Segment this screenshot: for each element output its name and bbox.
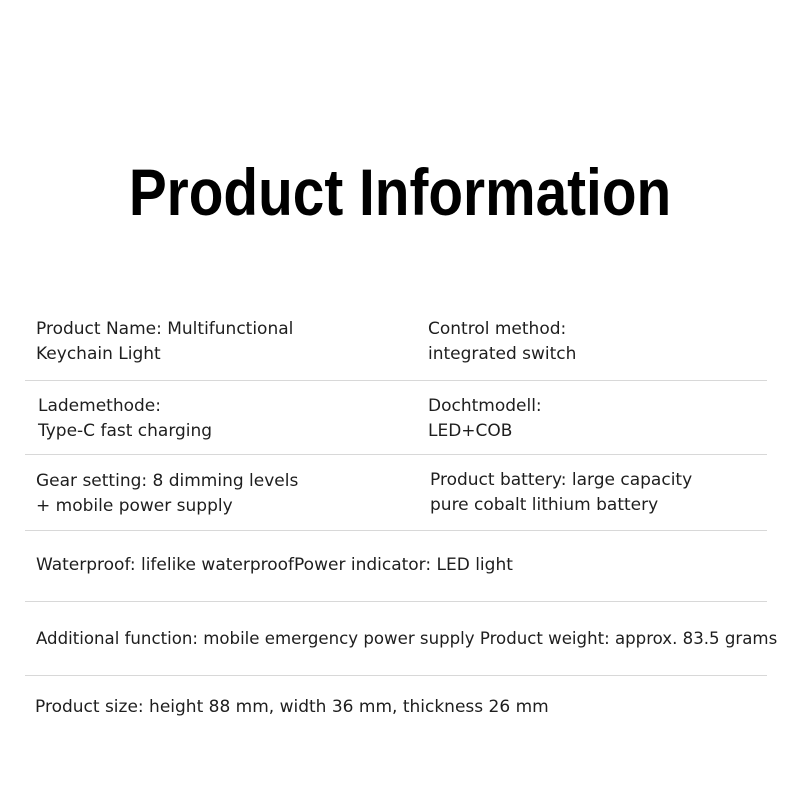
spec-text: Dochtmodell:: [428, 396, 542, 416]
spec-text: Product battery: large capacity: [430, 470, 693, 490]
spec-text: Gear setting: 8 dimming levels: [36, 471, 299, 491]
spec-text: Lademethode:: [38, 396, 161, 416]
spec-cell-waterproof: Waterproof: lifelike waterproofPower indicator: LED light: [36, 555, 513, 575]
spec-text: Keychain Light: [36, 344, 161, 364]
spec-row-gear-battery: [25, 455, 767, 531]
spec-text: + mobile power supply: [36, 496, 233, 516]
spec-row-waterproof: [25, 531, 767, 602]
spec-cell-gear-setting: [36, 469, 298, 519]
spec-row-product-name: [25, 300, 767, 381]
spec-cell-product-name: [36, 317, 293, 367]
spec-cell-wick-model: [428, 394, 542, 444]
spec-row-additional-function: [25, 602, 778, 676]
spec-text: Type-C fast charging: [38, 421, 213, 441]
spec-table: [25, 300, 778, 736]
spec-text: LED+COB: [428, 421, 513, 441]
spec-cell-additional-function: Additional function: mobile emergency power supply Product weight: approx. 83.5 grams: [36, 629, 778, 648]
spec-text: Product Name: Multifunctional: [36, 319, 294, 339]
spec-cell-product-size: Product size: height 88 mm, width 36 mm, thickness 26 mm: [35, 697, 549, 717]
page-title: Product Information: [128, 155, 672, 229]
spec-text: pure cobalt lithium battery: [430, 495, 659, 515]
spec-text: Control method:: [428, 319, 567, 339]
spec-row-product-size: [25, 676, 767, 736]
spec-cell-product-battery: [430, 468, 692, 518]
spec-cell-charging-method: [38, 394, 212, 444]
spec-cell-control-method: [428, 317, 576, 367]
spec-row-charging: [25, 381, 767, 455]
spec-text: integrated switch: [428, 344, 577, 364]
